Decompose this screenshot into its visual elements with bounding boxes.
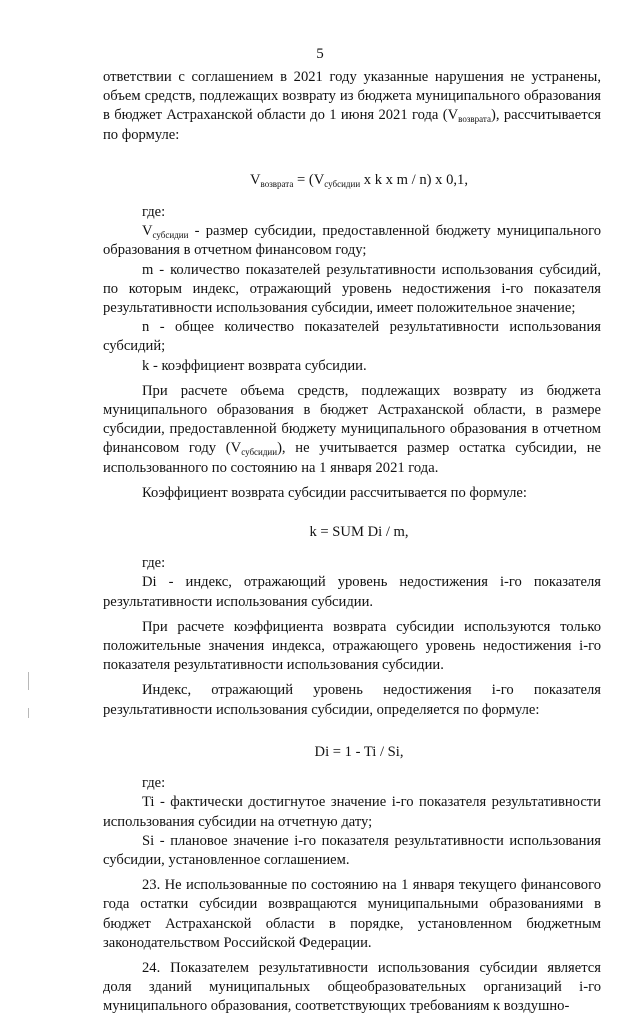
scan-margin-mark: [28, 672, 29, 690]
paragraph-positive-values: При расчете коэффициента возврата субсидии используются только положительные значения индекса, отражающего уровень недостижения i-го показателя результативности использования субсидии.: [103, 618, 601, 674]
formula-v-return: $V_{возврата} = (V_{субсидии}$ x k x m / n) x 0,1,: [250, 171, 468, 189]
formula-k: k = SUM Di / m,: [309, 524, 409, 541]
definition-di: Di - индекс, отражающий уровень недостижения i-го показателя результативности использования субсидии.: [103, 574, 601, 610]
where-label: где:: [142, 204, 166, 221]
definition-m: m - количество показателей результативности использования субсидий, по которым индекс, отражающий уровень недостижения i-го показателя результативности использования субсидии, имеет положительное значение;: [103, 261, 601, 317]
definition-si: Si - плановое значение i-го показателя результативности использования субсидии, установленное соглашением.: [103, 832, 601, 868]
paragraph-coefficient: Коэффициент возврата субсидии рассчитывается по формуле:: [142, 484, 527, 501]
page-number: 5: [316, 46, 324, 62]
where-label: где:: [142, 775, 166, 792]
paragraph-calculation: При расчете объема средств, подлежащих возврату из бюджета муниципального образования в бюджет Астраханской области, в размере субсидии, предоставленной бюджету муниципального образования в отчетном финансовом году $(V_{субсидии})$, не учитывается размер остатка субсидии, не использованного по состоянию на 1 января 2021 года.: [103, 382, 601, 476]
paragraph-24: 24. Показателем результативности использования субсидии является доля зданий муниципальных общеобразовательных организаций i-го муниципального образования, соответствующих требованиям к воздушно-: [103, 959, 601, 1015]
scan-margin-mark: [28, 708, 29, 718]
document-body: [103, 68, 601, 1017]
formula-di: Di = 1 - Ti / Si,: [314, 743, 404, 760]
paragraph-intro: ответствии с соглашением в 2021 году указанные нарушения не устранены, объем средств, подлежащих возврату из бюджета муниципального образования в бюджет Астраханской области до 1 июня 2021 года $(V_{возврата})$, рассчитывается по формуле:: [103, 69, 601, 143]
where-label: где:: [142, 555, 166, 572]
paragraph-23: 23. Не использованные по состоянию на 1 января текущего финансового года остатки субсидии возвращаются муниципальными образованиями в бюджет Астраханской области в порядке, установленном бюджетным законодательством Российской Федерации.: [103, 877, 601, 951]
definition-ti: Ti - фактически достигнутое значение i-го показателя результативности использования субсидии на отчетную дату;: [103, 794, 601, 830]
definition-v-subsidy: $V_{субсидии}$ - размер субсидии, предоставленной бюджету муниципального образования в отчетном финансовом году;: [103, 223, 601, 259]
definition-k: k - коэффициент возврата субсидии.: [142, 357, 367, 374]
definition-n: n - общее количество показателей результативности использования субсидий;: [103, 319, 601, 355]
paragraph-index: Индекс, отражающий уровень недостижения i-го показателя результативности использования субсидии, определяется по формуле:: [103, 682, 601, 718]
